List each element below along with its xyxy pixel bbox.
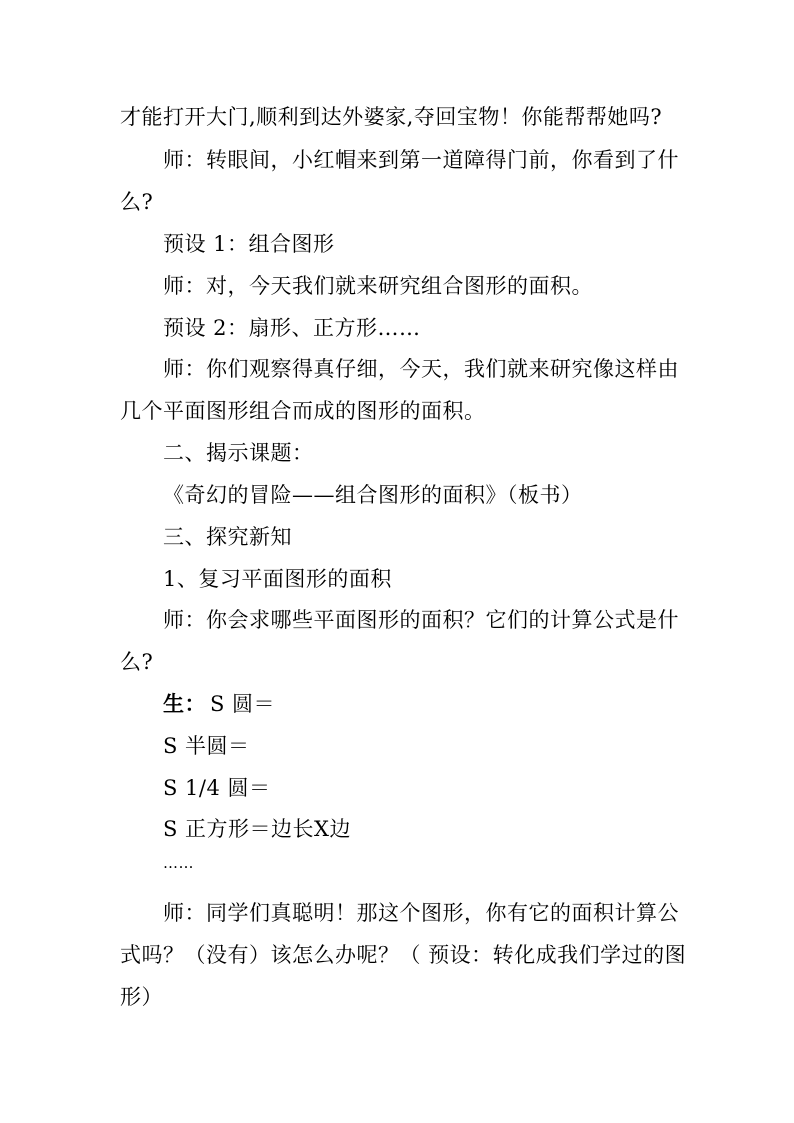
paragraph-line-9: 师：你会求哪些平面图形的面积？它们的计算公式是什 [163, 608, 679, 632]
student-label: 生： [163, 691, 206, 716]
section-heading-2: 二、揭示课题： [163, 441, 314, 465]
ellipsis-line: …… [163, 854, 194, 872]
paragraph-line-11: 师：同学们真聪明！那这个图形，你有它的面积计算公 [163, 901, 679, 925]
formula-semicircle: S 半圆＝ [163, 734, 250, 758]
formula-circle: S 圆＝ [210, 692, 276, 716]
paragraph-line-13: 形） [120, 985, 163, 1009]
lesson-title: 《奇幻的冒险——组合图形的面积》（板书） [163, 483, 583, 507]
subsection-heading-1: 1、复习平面图形的面积 [163, 567, 392, 591]
paragraph-line-6: 预设 2：扇形、正方形…… [163, 316, 421, 340]
paragraph-line-8: 几个平面图形组合而成的图形的面积。 [120, 399, 486, 423]
formula-square: S 正方形＝边长X边 [163, 817, 352, 841]
paragraph-line-3: 么? [120, 190, 154, 214]
section-heading-3: 三、探究新知 [163, 525, 292, 549]
paragraph-line-10: 么? [120, 650, 154, 674]
paragraph-line-7: 师：你们观察得真仔细，今天，我们就来研究像这样由 [163, 357, 679, 381]
paragraph-line-5: 师：对，今天我们就来研究组合图形的面积。 [163, 274, 593, 298]
formula-quarter-circle: S 1/4 圆＝ [163, 776, 271, 800]
paragraph-line-4: 预设 1：组合图形 [163, 232, 335, 256]
paragraph-line-2: 师：转眼间，小红帽来到第一道障得门前，你看到了什 [163, 148, 679, 172]
paragraph-line-1: 才能打开大门,顺利到达外婆家,夺回宝物！你能帮帮她吗? [120, 105, 663, 129]
paragraph-line-12: 式吗？（没有）该怎么办呢？（ 预设：转化成我们学过的图 [120, 943, 687, 967]
